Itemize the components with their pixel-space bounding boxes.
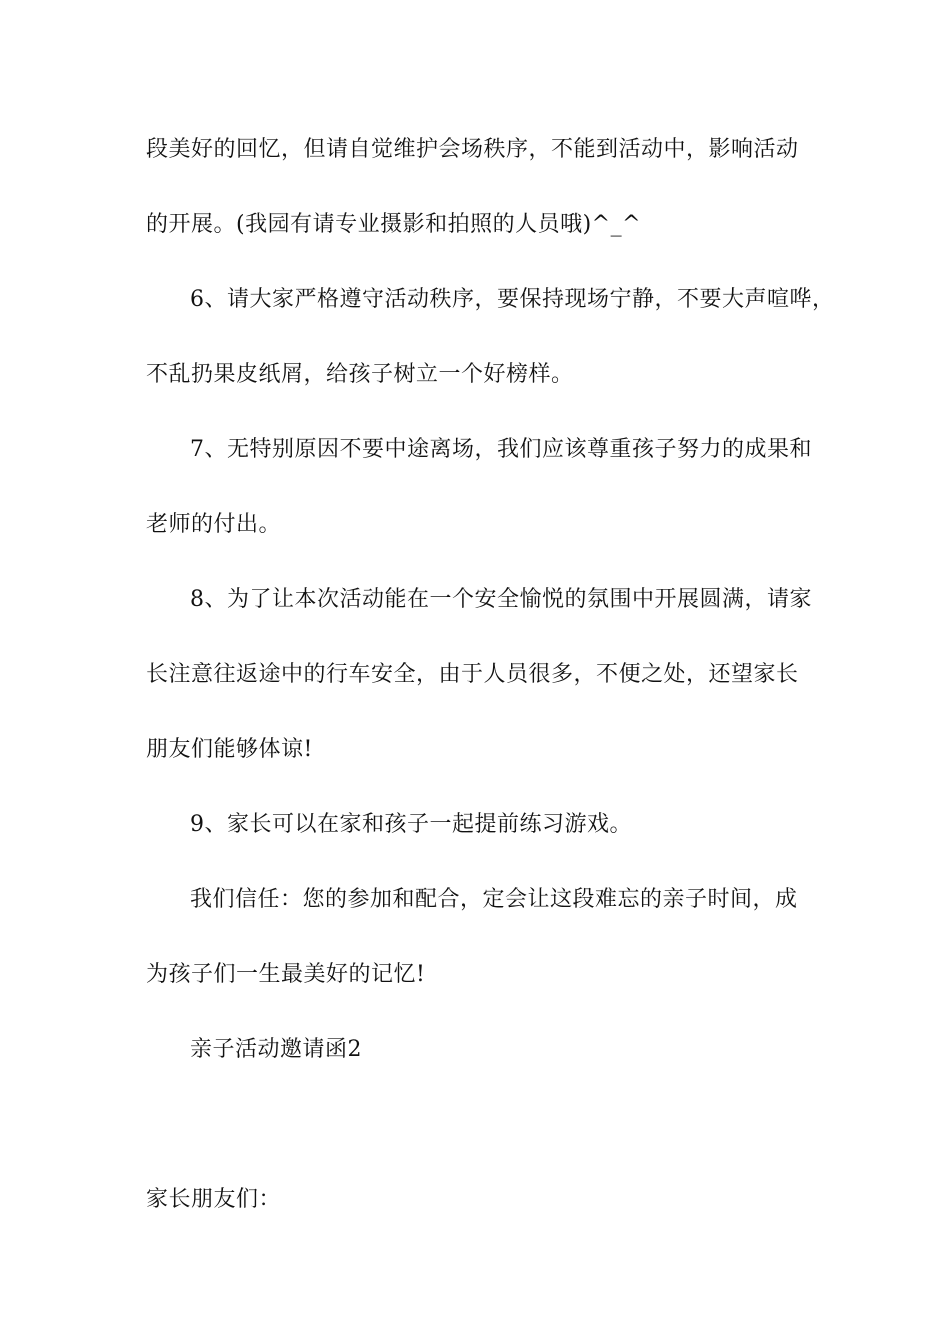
rule-item-8: 8、为了让本次活动能在一个安全愉悦的氛围中开展圆满，请家 (190, 587, 812, 612)
paragraph-line: 老师的付出。 (146, 512, 282, 537)
paragraph-line: 的开展。(我园有请专业摄影和拍照的人员哦)^_^ (146, 212, 642, 237)
paragraph-line: 长注意往返途中的行车安全，由于人员很多，不便之处，还望家长 (146, 662, 799, 687)
paragraph-line: 不乱扔果皮纸屑，给孩子树立一个好榜样。 (146, 362, 574, 387)
closing-paragraph: 我们信任：您的参加和配合，定会让这段难忘的亲子时间，成 (190, 887, 798, 912)
rule-item-9: 9、家长可以在家和孩子一起提前练习游戏。 (190, 812, 632, 837)
section-heading: 亲子活动邀请函2 (190, 1037, 362, 1062)
rule-item-7: 7、无特别原因不要中途离场，我们应该尊重孩子努力的成果和 (190, 437, 812, 462)
paragraph-line: 为孩子们一生最美好的记忆! (146, 962, 426, 987)
salutation: 家长朋友们： (146, 1187, 282, 1212)
rule-item-6: 6、请大家严格遵守活动秩序，要保持现场宁静，不要大声喧哗， (190, 287, 835, 312)
paragraph-line: 朋友们能够体谅! (146, 737, 313, 762)
paragraph-line: 段美好的回忆，但请自觉维护会场秩序，不能到活动中，影响活动 (146, 137, 799, 162)
